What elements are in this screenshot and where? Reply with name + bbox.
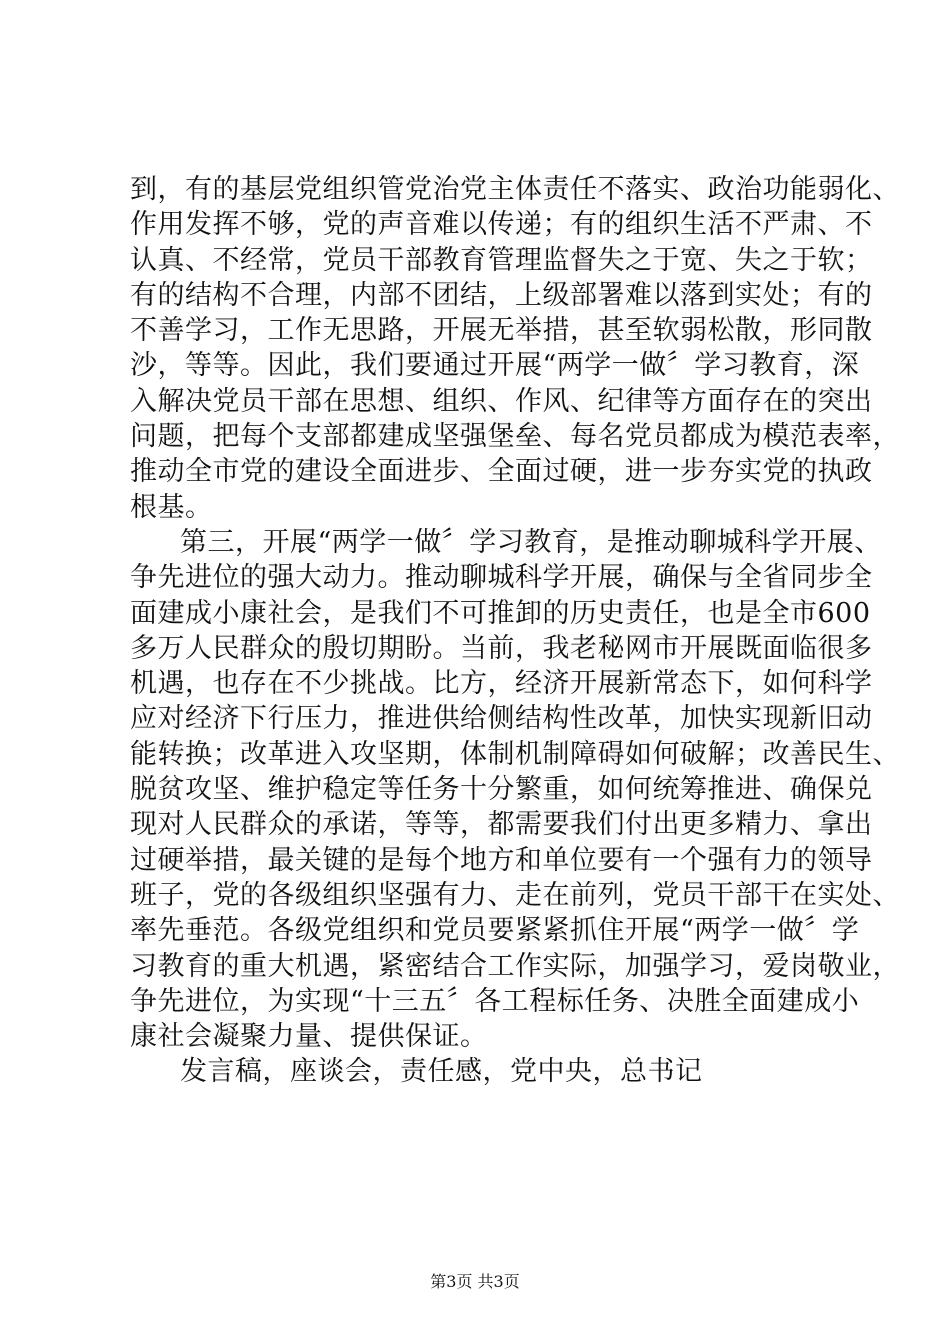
text-line: 能转换；改革进入攻坚期，体制机制障碍如何破解；改善民生、	[130, 738, 900, 770]
text-line: 习教育的重大机遇，紧密结合工作实际，加强学习，爱岗敬业，	[130, 950, 900, 982]
keywords-line: 发言稿，座谈会，责任感，党中央，总书记	[180, 1056, 703, 1088]
text-line: 不善学习，工作无思路，开展无举措，甚至软弱松散，形同散	[130, 315, 873, 347]
text-line: 推动全市党的建设全面进步、全面过硬，进一步夯实党的执政	[130, 456, 873, 488]
text-line: 入解决党员干部在思想、组织、作风、纪律等方面存在的突出	[130, 385, 873, 417]
text-line: 沙，等等。因此，我们要通过开展“两学一做〞学习教育，深	[130, 350, 860, 382]
text-line: 争先进位的强大动力。推动聊城科学开展，确保与全省同步全	[130, 562, 873, 594]
text-line: 面建成小康社会，是我们不可推卸的历史责任，也是全市600	[130, 597, 871, 629]
text-line: 问题，把每个支部都建成坚强堡垒、每名党员都成为模范表率，	[130, 421, 900, 453]
text-line: 康社会凝聚力量、提供保证。	[130, 1021, 488, 1053]
text-line: 现对人民群众的承诺，等等，都需要我们付出更多精力、拿出	[130, 809, 873, 841]
text-line: 根基。	[130, 491, 213, 523]
text-line: 多万人民群众的殷切期盼。当前，我老秘网市开展既面临很多	[130, 632, 873, 664]
paragraph-start-line: 第三，开展“两学一做〞学习教育，是推动聊城科学开展、	[180, 526, 882, 558]
text-line: 班子，党的各级组织坚强有力、走在前列，党员干部干在实处、	[130, 879, 900, 911]
body-text	[130, 172, 900, 1090]
text-line: 机遇，也存在不少挑战。比方，经济开展新常态下，如何科学	[130, 668, 873, 700]
text-line: 认真、不经常，党员干部教育管理监督失之于宽、失之于软；	[130, 244, 873, 276]
text-line: 作用发挥不够，党的声音难以传递；有的组织生活不严肃、不	[130, 209, 873, 241]
page-number-footer: 第3页 共3页	[430, 1272, 520, 1291]
text-line: 争先进位，为实现“十三五〞各工程标任务、决胜全面建成小	[130, 985, 860, 1017]
text-line: 有的结构不合理，内部不团结，上级部署难以落到实处；有的	[130, 279, 873, 311]
text-line: 率先垂范。各级党组织和党员要紧紧抓住开展“两学一做〞学	[130, 915, 860, 947]
text-line: 应对经济下行压力，推进供给侧结构性改革，加快实现新旧动	[130, 703, 873, 735]
text-line: 过硬举措，最关键的是每个地方和单位要有一个强有力的领导	[130, 844, 873, 876]
text-line: 到，有的基层党组织管党治党主体责任不落实、政治功能弱化、	[130, 174, 900, 205]
text-line: 脱贫攻坚、维护稳定等任务十分繁重，如何统筹推进、确保兑	[130, 774, 873, 806]
